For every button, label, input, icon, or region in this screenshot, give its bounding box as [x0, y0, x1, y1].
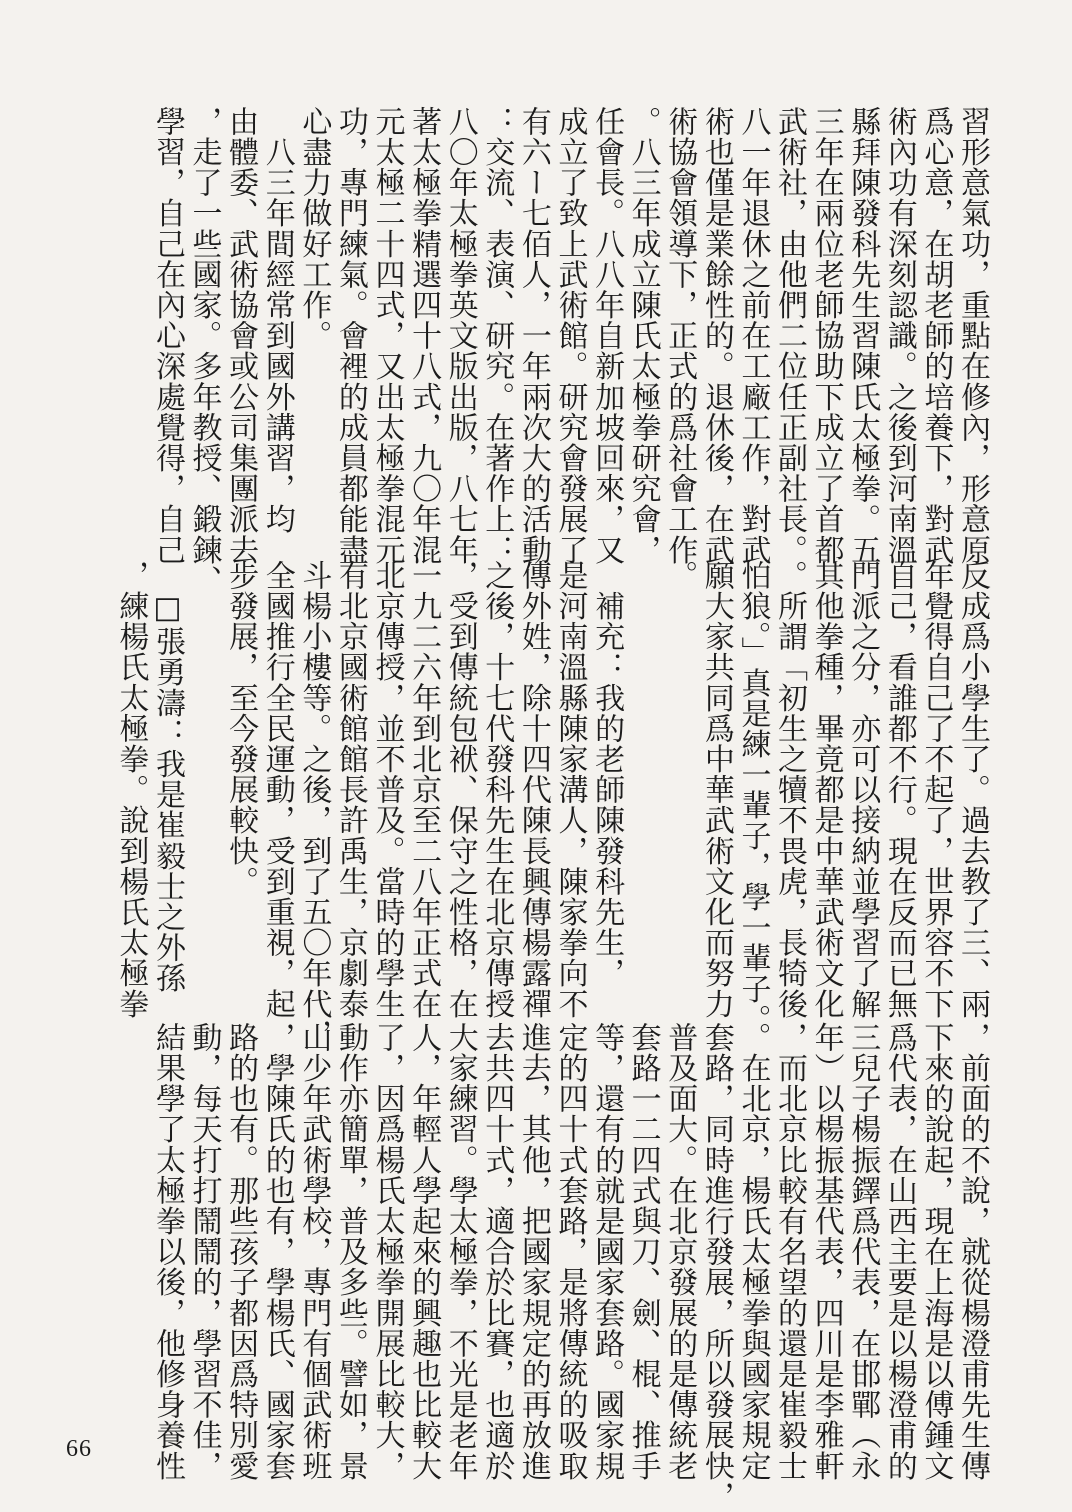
text-column: 術協會領導下，正式的爲社會工作 — [662, 106, 698, 565]
text-column: 定的四十式套路，是將傳統的吸取 — [552, 1022, 588, 1481]
text-column: 爲代表，在山西主要是以楊澄甫的 — [881, 1022, 917, 1481]
text-column: 有六ー七佰人，一年兩次大的活動 — [515, 106, 551, 565]
text-block-upper — [140, 106, 990, 596]
text-column: 一九二六年到北京至二八年正式在 — [406, 560, 442, 1019]
page-number: 66 — [66, 1436, 92, 1462]
text-column: 。所謂「初生之犢不畏虎，長犄後 — [772, 560, 808, 1019]
text-column: 補充：我的老師陳發科先生， — [589, 560, 625, 989]
text-column: 套路，同時進行發展，所以發展快， — [698, 1022, 734, 1512]
text-column: 願大家共同爲中華武術文化而努力 — [698, 560, 734, 1019]
text-block-middle — [113, 560, 990, 1050]
text-column: 三年在兩位老師協助下成立了首都 — [808, 106, 844, 565]
text-column: 下來的說起，現在上海是以傅鍾文 — [918, 1022, 954, 1481]
text-column: 傳外姓，除十四代陳長興傳楊露禪 — [515, 560, 551, 1019]
text-column: 之後，十七代發科先生在北京傳授 — [479, 560, 515, 1019]
text-column: 八〇年太極拳英文版出版，八七年 — [442, 106, 478, 565]
text-column: 有北京國術館館長許禹生，京劇泰 — [332, 560, 368, 1019]
text-column: ，受到傳統包袱、保守之性格，在 — [442, 560, 478, 1019]
text-column: 。 — [662, 560, 698, 591]
text-column: ，學陳氏的也有，學楊氏、國家套 — [259, 1022, 295, 1481]
text-column: 武術社，由他們二位任正副社長。 — [772, 106, 808, 565]
text-column: 怕狼。」真是練一輩子，學一輩子。 — [735, 560, 771, 1035]
text-column: 術內功有深刻認識。之後到河南溫 — [881, 106, 917, 565]
text-column: 動作亦簡單，普及多些。譬如，景 — [332, 1022, 368, 1481]
text-column: 。在北京，楊氏太極拳與國家規定 — [735, 1022, 771, 1481]
text-column: 縣拜陳發科先生習陳氏太極拳。五 — [845, 106, 881, 565]
text-column: 等，還有的就是國家套路。國家規 — [589, 1022, 625, 1481]
text-column: 由體委、武術協會或公司集團派去 — [223, 106, 259, 565]
text-column: 路的也有。那些孩子都因爲特別愛 — [223, 1022, 259, 1481]
text-column: 大家練習。學太極拳，不光是老年 — [442, 1022, 478, 1481]
text-column: ：交流、表演、研究。在著作上： — [479, 106, 515, 565]
text-column: ，而北京比較有名望的還是崔毅士 — [772, 1022, 808, 1481]
text-column: 心盡力做好工作。 — [296, 106, 332, 351]
text-column: 著太極拳精選四十八式，九〇年混 — [406, 106, 442, 565]
text-column: 普及面大。在北京發展的是傳統老 — [662, 1022, 698, 1481]
text-column: 八一年退休之前在工廠工作，對武 — [735, 106, 771, 565]
text-column: 習形意氣功，重點在修內，形意原 — [955, 106, 990, 565]
text-column: 成立了致上武術館。研究會發展了 — [552, 106, 588, 565]
text-column: 動，每天打打鬧鬧的，學習不佳， — [186, 1022, 222, 1481]
text-column: 功，專門練氣。會裡的成員都能盡 — [332, 106, 368, 565]
text-column: 進去，其他，把國家規定的再放進 — [515, 1022, 551, 1481]
text-column: 。八三年成立陳氏太極拳研究會， — [625, 106, 661, 565]
text-column: 元太極二十四式，又出太極拳混元 — [369, 106, 405, 565]
text-column: 任會長。八八年自新加坡回來，又 — [589, 106, 625, 565]
text-column: 年覺得自己了不起了，世界容不下 — [918, 560, 954, 1019]
text-column: ，練楊氏太極拳。說到楊氏太極拳 — [113, 560, 149, 1019]
text-column: 爲心意，在胡老師的培養下，對武 — [918, 106, 954, 565]
text-column: 結果學了太極拳以後，他修身養性 — [149, 1022, 185, 1481]
text-block-lower — [140, 1022, 990, 1512]
text-column: ，前面的不說，就從楊澄甫先生傳 — [955, 1022, 990, 1481]
text-column: 套路一二四式與刀、劍、棍、推手 — [625, 1022, 661, 1481]
text-column: 全國推行全民運動，受到重視，起 — [259, 560, 295, 1019]
text-column: 自己，看誰都不行。現在反而已無 — [881, 560, 917, 1019]
text-column: 年）以楊振基代表，四川是李雅軒 — [808, 1022, 844, 1481]
text-column: 是河南溫縣陳家溝人，陳家拳向不 — [552, 560, 588, 1019]
text-column: ，走了一些國家。多年教授、鍛鍊、 — [186, 106, 222, 596]
text-column: 反成爲小學生了。過去教了三、兩 — [955, 560, 990, 1019]
text-column: □張勇濤：我是崔毅士之外孫 — [149, 560, 185, 994]
text-column: 八三年間經常到國外講習，均 — [259, 106, 295, 535]
text-column: 了，因爲楊氏太極拳開展比較大， — [369, 1022, 405, 1481]
text-column — [185, 560, 222, 948]
text-column: 三兒子楊振鐸爲代表，在邯鄲（永 — [845, 1022, 881, 1481]
text-column: 去共四十式，適合於比賽，也適於 — [479, 1022, 515, 1481]
text-column: 山少年武術學校，專門有個武術班 — [296, 1022, 332, 1481]
text-column: 斗楊小樓等。之後，到了五〇年代， — [296, 560, 332, 1050]
text-column: 學習，自己在內心深處覺得，自己 — [149, 106, 185, 565]
text-column: 門派之分，亦可以接納並學習了解 — [845, 560, 881, 1019]
text-column — [624, 560, 661, 948]
text-column: 人，年輕人學起來的興趣也比較大 — [406, 1022, 442, 1481]
text-column: 北京傳授，並不普及。當時的學生 — [369, 560, 405, 1019]
text-column: 術也僅是業餘性的。退休後，在武 — [698, 106, 734, 565]
text-column: 步發展，至今發展較快。 — [223, 560, 259, 897]
text-column: 其他拳種，畢竟都是中華武術文化 — [808, 560, 844, 1019]
